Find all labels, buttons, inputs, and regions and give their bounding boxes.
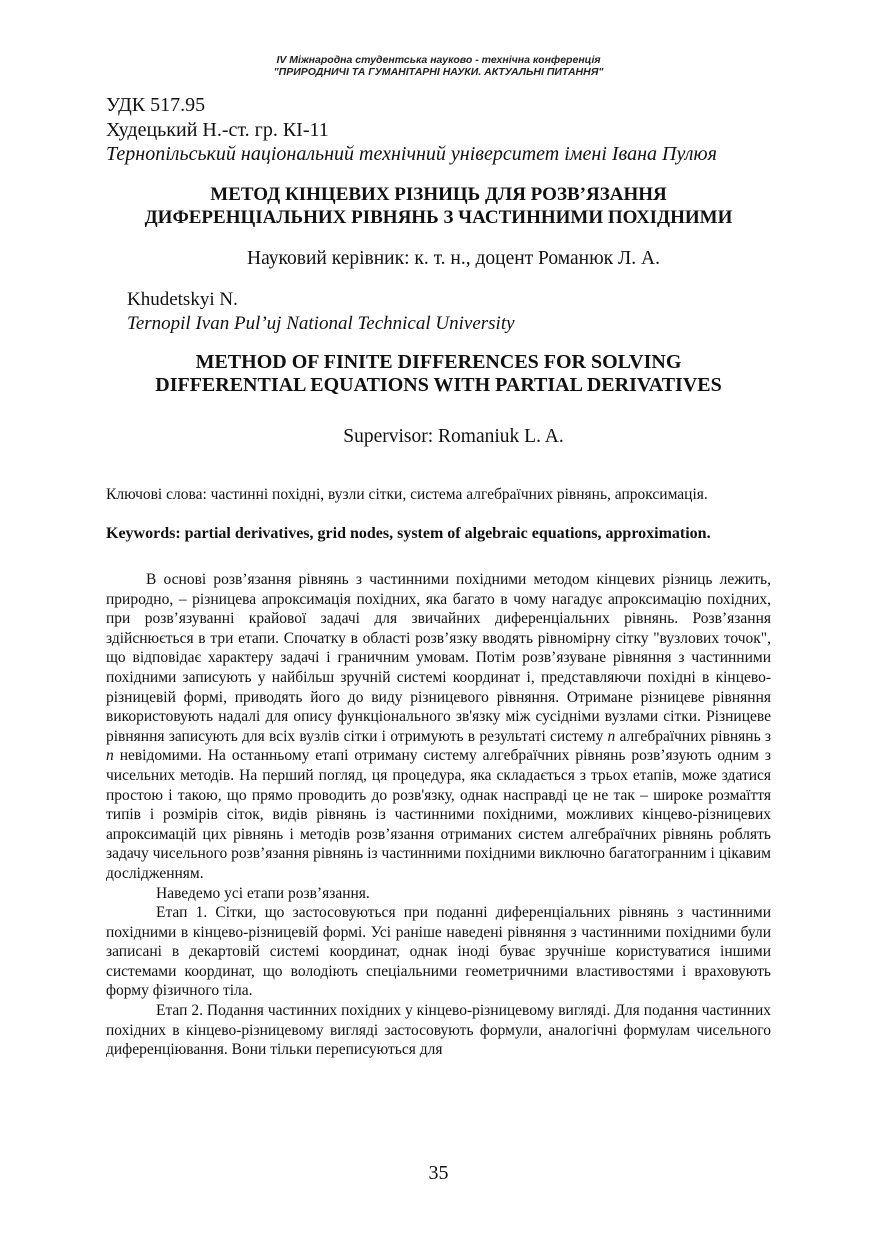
paragraph-intro: В основі розв’язання рівнянь з частинними похідними методом кінцевих різниць лежить, природно, – різницева апроксимація похідних, яка багато в чому нагадує апроксимацію похідних, при розв’язуванні крайової задачі для звичайних диференціальних рівнянь. Розв’язання здійснюється в три етапи. Спочатку в області розв’язку вводять рівномірну сітку "вузлових точок", що відповідає характеру задачі і граничним умовам. Потім розв’язуване рівняння з частинними похідними записують у найбільш зручній системі координат і, представляючи похідні в кінцево-різницевій формі, приводять його до виду різницевого рівняння. Отримане різницеве рівняння використовують надалі для опису функціонального зв'язку між сусідніми вузлами сітки. Різницеве рівняння записують для всіх вузлів сітки і отримують в результаті систему n алгебраїчних рівнянь з n невідомими. На останньому етапі отриману систему алгебраїчних рівнянь розв’язують одним з чисельних методів. На перший погляд, ця процедура, яка складається з трьох етапів, може здатися простою і такою, що прямо проводить до розв'язку, однак насправді це не так – широке розмаїття типів і розмірів сіток, видів рівнянь із частинними похідними, можливих кінцево-різницевих апроксимацій цих рівнянь і методів розв’язання отриманих систем алгебраїчних рівнянь роблять задачу чисельного розв’язання рівнянь із частинними похідними виключно багатогранним і цікавим дослідженням. xyxy=(106,571,772,882)
conference-header xyxy=(0,54,877,78)
paragraph-stages-lead: Наведемо усі етапи розв’язання. xyxy=(156,884,370,902)
title-ua-line-2: ДИФЕРЕНЦІАЛЬНИХ РІВНЯНЬ З ЧАСТИННИМИ ПОХІДНИМИ xyxy=(144,207,733,228)
keywords-en: Keywords: partial derivatives, grid nodes, system of algebraic equations, approximation. xyxy=(106,525,711,542)
keywords-ua: Ключові слова: частинні похідні, вузли сітки, система алгебраїчних рівнянь, апроксимація. xyxy=(106,486,708,503)
institution-ua: Тернопільський національний технічний університет імені Івана Пулюя xyxy=(106,143,717,165)
title-ua xyxy=(60,183,817,229)
title-en-line-2: DIFFERENTIAL EQUATIONS WITH PARTIAL DERIVATIVES xyxy=(155,374,722,396)
conference-line-2: "ПРИРОДНИЧІ ТА ГУМАНІТАРНІ НАУКИ. АКТУАЛЬНІ ПИТАННЯ" xyxy=(273,66,604,78)
conference-line-1: IV Міжнародна студентська науково - технічна конференція xyxy=(276,54,601,66)
page-number: 35 xyxy=(428,1162,449,1184)
paragraph-stage-1: Етап 1. Сітки, що застосовуються при поданні диференціальних рівнянь з частинними похідними в кінцево-різницевій формі. Усі раніше наведені рівняння з частинними похідними були записані в декартовій системі координат, однак іноді буває зручніше користуватися іншими системами координат, що володіють спеціальними геометричними властивостями і враховують форму фізичного тіла. xyxy=(106,904,771,1000)
title-ua-line-1: МЕТОД КІНЦЕВИХ РІЗНИЦЬ ДЛЯ РОЗВ’ЯЗАННЯ xyxy=(210,184,667,205)
variable-n: n xyxy=(106,747,114,765)
institution-en: Ternopil Ivan Pul’uj National Technical University xyxy=(127,313,515,334)
body-text xyxy=(106,570,771,1060)
title-en xyxy=(60,351,817,397)
author-en: Khudetskyi N. xyxy=(127,289,238,310)
supervisor-ua: Науковий керівник: к. т. н., доцент Романюк Л. А. xyxy=(247,248,660,269)
author-ua: Худецький Н.-ст. гр. КІ-11 xyxy=(106,119,329,141)
supervisor-en: Supervisor: Romaniuk L. A. xyxy=(343,426,564,447)
paragraph-stage-2: Етап 2. Подання частинних похідних у кінцево-різницевому вигляді. Для подання частинних похідних в кінцево-різницевому вигляді застосовують формули, аналогічні формулам чисельного диференціювання. Вони тільки переписуються для xyxy=(106,1002,771,1059)
variable-n: n xyxy=(607,727,616,745)
title-en-line-1: METHOD OF FINITE DIFFERENCES FOR SOLVING xyxy=(195,351,682,373)
udk-code: УДК 517.95 xyxy=(106,94,206,116)
